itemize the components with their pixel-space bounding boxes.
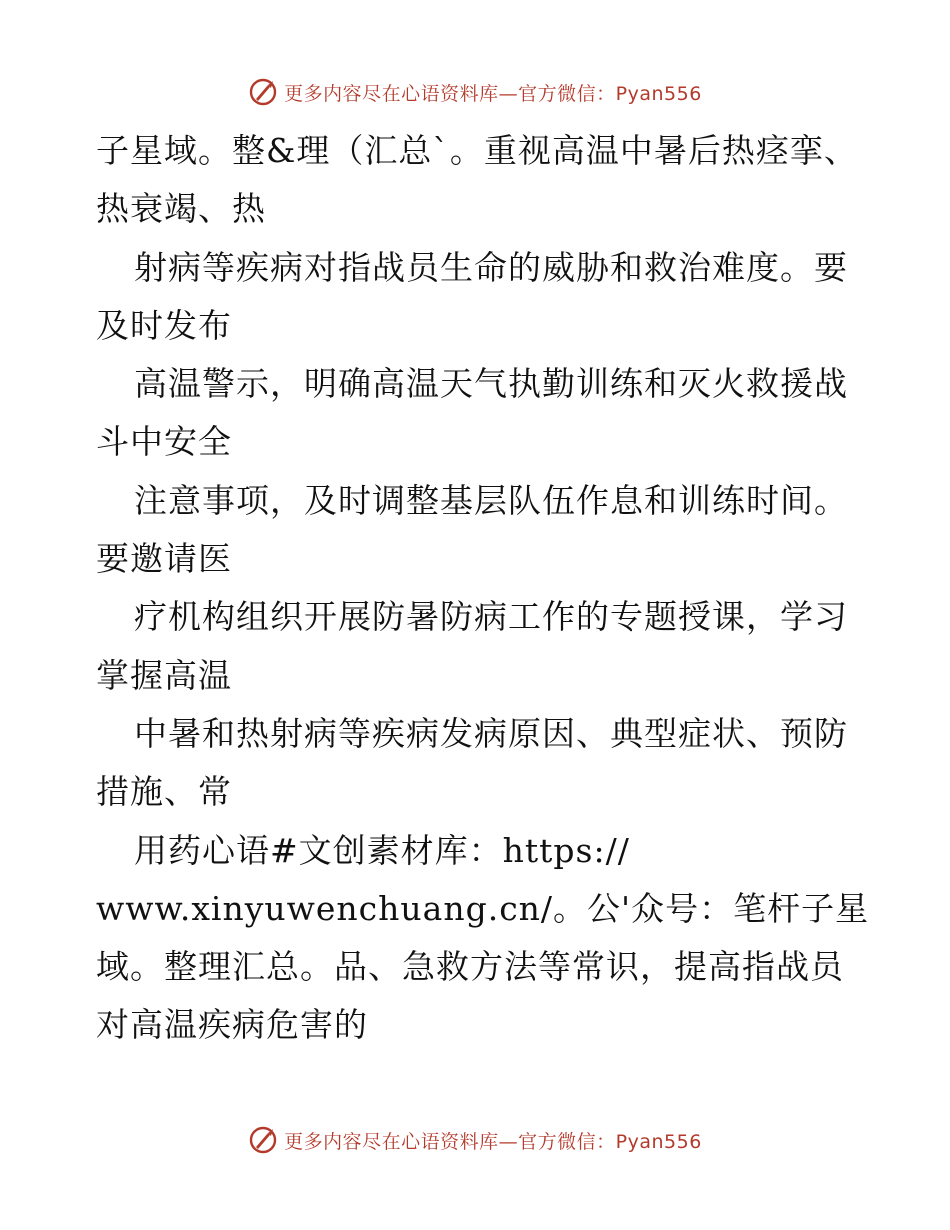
text-line: 要邀请医 — [96, 539, 232, 579]
footer-banner-text: 更多内容尽在心语资料库—官方微信：Pyan556 — [284, 1130, 702, 1153]
text-line: 斗中安全 — [96, 422, 232, 462]
text-line: 措施、常 — [96, 772, 232, 812]
text-line: 中暑和热射病等疾病发病原因、典型症状、预防 — [134, 713, 848, 753]
text-line: 疗机构组织开展防暑防病工作的专题授课，学习 — [134, 597, 848, 637]
text-line: 子星域。整&理（汇总`。重视高温中暑后热痉挛、 — [96, 131, 858, 170]
header-banner-text: 更多内容尽在心语资料库—官方微信：Pyan556 — [284, 82, 702, 105]
text-line: 热衰竭、热 — [96, 189, 266, 229]
text-line: www.xinyuwenchuang.cn/。公'众号：笔杆子星 — [96, 888, 870, 928]
quill-pen-logo-icon — [248, 77, 278, 107]
header-banner — [0, 72, 950, 112]
quill-pen-logo-icon — [248, 1125, 278, 1155]
header-wechat-account: Pyan556 — [615, 82, 702, 105]
text-line: 对高温疾病危害的 — [96, 1005, 368, 1045]
text-line: 高温警示，明确高温天气执勤训练和灭火救援战 — [134, 364, 848, 404]
document-body — [96, 122, 870, 1055]
footer-banner — [0, 1120, 950, 1160]
footer-wechat-account: Pyan556 — [615, 1130, 702, 1153]
text-line: 掌握高温 — [96, 655, 232, 695]
text-line: 用药心语#文创素材库：https:// — [134, 830, 630, 870]
text-line: 及时发布 — [96, 305, 232, 345]
text-line: 射病等疾病对指战员生命的威胁和救治难度。要 — [134, 247, 848, 287]
text-line: 注意事项，及时调整基层队伍作息和训练时间。 — [134, 480, 848, 520]
text-line: 域。整理汇总。品、急救方法等常识，提高指战员 — [96, 947, 844, 987]
